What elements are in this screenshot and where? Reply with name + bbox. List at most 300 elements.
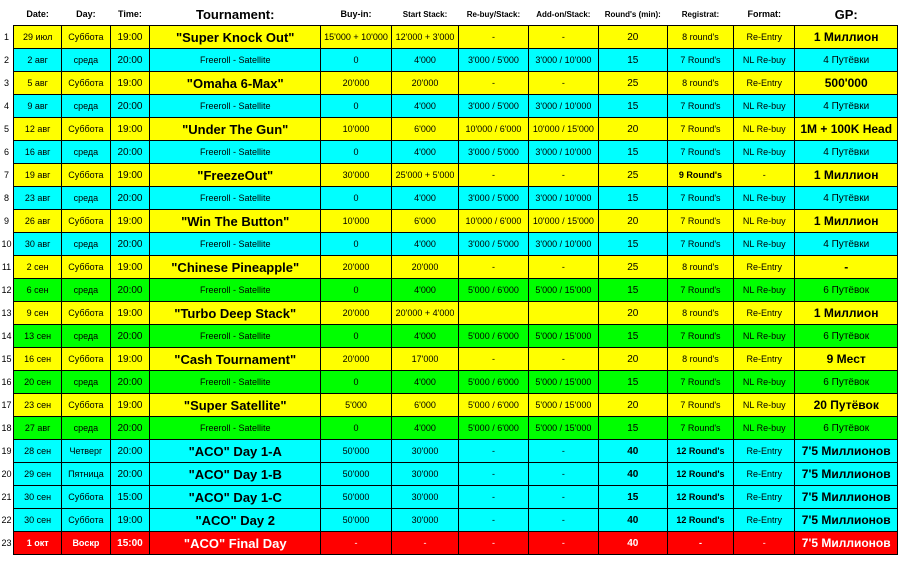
day-cell: Пятница — [62, 463, 110, 486]
registration-cell: 8 round's — [667, 256, 733, 279]
time-cell: 20:00 — [110, 325, 150, 348]
rounds-cell: 15 — [598, 141, 667, 164]
tournament-cell: "Under The Gun" — [150, 118, 321, 141]
tournament-cell: "Turbo Deep Stack" — [150, 302, 321, 325]
format-cell: NL Re-buy — [734, 233, 795, 256]
addon-cell: 3'000 / 10'000 — [528, 95, 598, 118]
addon-cell: 3'000 / 10'000 — [528, 141, 598, 164]
table-row — [0, 348, 898, 371]
buyin-cell: 20'000 — [321, 72, 392, 95]
row-number: 20 — [0, 463, 14, 486]
date-cell: 30 авг — [14, 233, 62, 256]
time-cell: 20:00 — [110, 49, 150, 72]
rebuy-cell — [458, 302, 528, 325]
date-cell: 1 окт — [14, 532, 62, 555]
rounds-cell: 40 — [598, 532, 667, 555]
buyin-cell: 50'000 — [321, 509, 392, 532]
format-cell: NL Re-buy — [734, 187, 795, 210]
time-cell: 19:00 — [110, 394, 150, 417]
day-cell: среда — [62, 279, 110, 302]
date-cell: 12 авг — [14, 118, 62, 141]
gp-cell: 7'5 Миллионов — [795, 486, 898, 509]
table-row — [0, 210, 898, 233]
registration-cell: 12 Round's — [667, 440, 733, 463]
start-stack-cell: 30'000 — [392, 486, 459, 509]
registration-cell: 8 round's — [667, 348, 733, 371]
registration-cell: 7 Round's — [667, 210, 733, 233]
tournament-cell: "Cash Tournament" — [150, 348, 321, 371]
date-cell: 26 авг — [14, 210, 62, 233]
registration-cell: 7 Round's — [667, 187, 733, 210]
addon-cell: 3'000 / 10'000 — [528, 187, 598, 210]
date-cell: 27 авг — [14, 417, 62, 440]
rounds-cell: 15 — [598, 279, 667, 302]
start-stack-cell: 4'000 — [392, 95, 459, 118]
time-cell: 19:00 — [110, 118, 150, 141]
row-number: 19 — [0, 440, 14, 463]
addon-cell: - — [528, 463, 598, 486]
start-stack-cell: 4'000 — [392, 233, 459, 256]
gp-cell: 6 Путёвок — [795, 417, 898, 440]
day-cell: среда — [62, 417, 110, 440]
header-row-number — [0, 3, 14, 26]
gp-cell: 4 Путёвки — [795, 233, 898, 256]
registration-cell: 7 Round's — [667, 394, 733, 417]
gp-cell: 500'000 — [795, 72, 898, 95]
row-number: 6 — [0, 141, 14, 164]
header-rounds: Round's (min): — [604, 9, 661, 19]
addon-cell: 10'000 / 15'000 — [528, 210, 598, 233]
rebuy-cell: - — [458, 256, 528, 279]
row-number: 14 — [0, 325, 14, 348]
registration-cell: 12 Round's — [667, 509, 733, 532]
tournament-cell: "Omaha 6-Max" — [150, 72, 321, 95]
header-date: Date: — [26, 9, 49, 19]
rounds-cell: 15 — [598, 187, 667, 210]
row-number: 23 — [0, 532, 14, 555]
time-cell: 20:00 — [110, 233, 150, 256]
format-cell: Re-Entry — [734, 509, 795, 532]
day-cell: Суббота — [62, 486, 110, 509]
time-cell: 20:00 — [110, 371, 150, 394]
table-row — [0, 118, 898, 141]
row-number: 7 — [0, 164, 14, 187]
day-cell: Суббота — [62, 118, 110, 141]
day-cell: Суббота — [62, 26, 110, 49]
gp-cell: 7'5 Миллионов — [795, 463, 898, 486]
time-cell: 20:00 — [110, 279, 150, 302]
tournament-cell: "Super Satellite" — [150, 394, 321, 417]
tournament-cell: "Win The Button" — [150, 210, 321, 233]
row-number: 15 — [0, 348, 14, 371]
rounds-cell: 15 — [598, 233, 667, 256]
buyin-cell: 50'000 — [321, 463, 392, 486]
tournament-cell: "ACO" Day 1-A — [150, 440, 321, 463]
registration-cell: 7 Round's — [667, 417, 733, 440]
schedule-table — [0, 3, 898, 555]
rebuy-cell: - — [458, 26, 528, 49]
header-gp: GP: — [834, 6, 858, 22]
buyin-cell: 0 — [321, 141, 392, 164]
row-number: 21 — [0, 486, 14, 509]
format-cell: - — [734, 532, 795, 555]
buyin-cell: 0 — [321, 49, 392, 72]
rounds-cell: 40 — [598, 509, 667, 532]
header-tournament: Tournament: — [195, 6, 275, 22]
time-cell: 19:00 — [110, 348, 150, 371]
row-number: 13 — [0, 302, 14, 325]
date-cell: 9 сен — [14, 302, 62, 325]
header-start-stack: Start Stack: — [402, 9, 448, 19]
addon-cell: 10'000 / 15'000 — [528, 118, 598, 141]
time-cell: 19:00 — [110, 210, 150, 233]
time-cell: 20:00 — [110, 417, 150, 440]
format-cell: - — [734, 164, 795, 187]
start-stack-cell: 6'000 — [392, 118, 459, 141]
rebuy-cell: 5'000 / 6'000 — [458, 371, 528, 394]
gp-cell: 7'5 Миллионов — [795, 532, 898, 555]
date-cell: 23 авг — [14, 187, 62, 210]
tournament-cell: Freeroll - Satellite — [150, 233, 321, 256]
start-stack-cell: 4'000 — [392, 371, 459, 394]
time-cell: 19:00 — [110, 72, 150, 95]
gp-cell: 6 Путёвок — [795, 279, 898, 302]
gp-cell: 1 Миллион — [795, 302, 898, 325]
tournament-cell: "ACO" Final Day — [150, 532, 321, 555]
format-cell: NL Re-buy — [734, 279, 795, 302]
start-stack-cell: 4'000 — [392, 417, 459, 440]
buyin-cell: 15'000 + 10'000 — [321, 26, 392, 49]
buyin-cell: 50'000 — [321, 440, 392, 463]
tournament-cell: "Super Knock Out" — [150, 26, 321, 49]
start-stack-cell: 6'000 — [392, 394, 459, 417]
gp-cell: 1 Миллион — [795, 26, 898, 49]
addon-cell: 5'000 / 15'000 — [528, 394, 598, 417]
format-cell: NL Re-buy — [734, 417, 795, 440]
table-row — [0, 440, 898, 463]
gp-cell: 1 Миллион — [795, 164, 898, 187]
gp-cell: 4 Путёвки — [795, 49, 898, 72]
header-day: Day: — [76, 9, 96, 19]
day-cell: среда — [62, 371, 110, 394]
registration-cell: 7 Round's — [667, 233, 733, 256]
start-stack-cell: 4'000 — [392, 325, 459, 348]
registration-cell: 7 Round's — [667, 95, 733, 118]
start-stack-cell: 20'000 — [392, 72, 459, 95]
table-row — [0, 256, 898, 279]
rebuy-cell: 3'000 / 5'000 — [458, 95, 528, 118]
rounds-cell: 20 — [598, 210, 667, 233]
time-cell: 19:00 — [110, 26, 150, 49]
addon-cell: 3'000 / 10'000 — [528, 49, 598, 72]
time-cell: 19:00 — [110, 164, 150, 187]
day-cell: Суббота — [62, 509, 110, 532]
tournament-cell: "ACO" Day 2 — [150, 509, 321, 532]
buyin-cell: 0 — [321, 187, 392, 210]
rebuy-cell: 10'000 / 6'000 — [458, 118, 528, 141]
tournament-cell: Freeroll - Satellite — [150, 279, 321, 302]
time-cell: 19:00 — [110, 256, 150, 279]
rounds-cell: 20 — [598, 118, 667, 141]
format-cell: Re-Entry — [734, 348, 795, 371]
day-cell: среда — [62, 325, 110, 348]
rounds-cell: 15 — [598, 486, 667, 509]
addon-cell: - — [528, 72, 598, 95]
table-row — [0, 486, 898, 509]
time-cell: 19:00 — [110, 509, 150, 532]
gp-cell: 1M + 100K Head — [795, 118, 898, 141]
date-cell: 30 сен — [14, 486, 62, 509]
start-stack-cell: 20'000 — [392, 256, 459, 279]
day-cell: Четверг — [62, 440, 110, 463]
tournament-cell: Freeroll - Satellite — [150, 371, 321, 394]
buyin-cell: 0 — [321, 371, 392, 394]
time-cell: 15:00 — [110, 486, 150, 509]
date-cell: 5 авг — [14, 72, 62, 95]
row-number: 4 — [0, 95, 14, 118]
start-stack-cell: 4'000 — [392, 279, 459, 302]
gp-cell: 20 Путёвок — [795, 394, 898, 417]
buyin-cell: 20'000 — [321, 256, 392, 279]
format-cell: NL Re-buy — [734, 141, 795, 164]
format-cell: Re-Entry — [734, 26, 795, 49]
gp-cell: 4 Путёвки — [795, 141, 898, 164]
addon-cell: - — [528, 509, 598, 532]
day-cell: Суббота — [62, 72, 110, 95]
rebuy-cell: - — [458, 440, 528, 463]
table-row — [0, 417, 898, 440]
rebuy-cell: 5'000 / 6'000 — [458, 417, 528, 440]
rounds-cell: 25 — [598, 72, 667, 95]
header-buyin: Buy-in: — [340, 9, 372, 19]
header-registration: Registrat: — [681, 9, 720, 19]
format-cell: NL Re-buy — [734, 371, 795, 394]
rebuy-cell: 3'000 / 5'000 — [458, 187, 528, 210]
table-row — [0, 49, 898, 72]
tournament-cell: Freeroll - Satellite — [150, 187, 321, 210]
rounds-cell: 15 — [598, 95, 667, 118]
row-number: 10 — [0, 233, 14, 256]
rounds-cell: 15 — [598, 417, 667, 440]
tournament-cell: "Chinese Pineapple" — [150, 256, 321, 279]
gp-cell: 6 Путёвок — [795, 325, 898, 348]
date-cell: 30 сен — [14, 509, 62, 532]
rebuy-cell: - — [458, 486, 528, 509]
table-row — [0, 141, 898, 164]
date-cell: 23 сен — [14, 394, 62, 417]
header-row — [0, 3, 898, 26]
addon-cell: 5'000 / 15'000 — [528, 279, 598, 302]
rounds-cell: 40 — [598, 463, 667, 486]
registration-cell: 8 round's — [667, 26, 733, 49]
table-row — [0, 532, 898, 555]
registration-cell: - — [667, 532, 733, 555]
addon-cell: - — [528, 256, 598, 279]
row-number: 5 — [0, 118, 14, 141]
tournament-cell: "ACO" Day 1-C — [150, 486, 321, 509]
registration-cell: 12 Round's — [667, 463, 733, 486]
rounds-cell: 15 — [598, 371, 667, 394]
day-cell: среда — [62, 233, 110, 256]
buyin-cell: 0 — [321, 95, 392, 118]
day-cell: среда — [62, 95, 110, 118]
addon-cell: - — [528, 348, 598, 371]
row-number: 8 — [0, 187, 14, 210]
date-cell: 13 сен — [14, 325, 62, 348]
gp-cell: 4 Путёвки — [795, 95, 898, 118]
format-cell: NL Re-buy — [734, 210, 795, 233]
day-cell: Суббота — [62, 302, 110, 325]
buyin-cell: 10'000 — [321, 118, 392, 141]
date-cell: 2 сен — [14, 256, 62, 279]
format-cell: Re-Entry — [734, 463, 795, 486]
rebuy-cell: - — [458, 72, 528, 95]
buyin-cell: 0 — [321, 325, 392, 348]
start-stack-cell: 30'000 — [392, 440, 459, 463]
row-number: 22 — [0, 509, 14, 532]
rebuy-cell: 10'000 / 6'000 — [458, 210, 528, 233]
buyin-cell: 0 — [321, 417, 392, 440]
rounds-cell: 20 — [598, 26, 667, 49]
rebuy-cell: 3'000 / 5'000 — [458, 49, 528, 72]
start-stack-cell: 4'000 — [392, 187, 459, 210]
date-cell: 29 сен — [14, 463, 62, 486]
day-cell: среда — [62, 187, 110, 210]
rebuy-cell: 3'000 / 5'000 — [458, 233, 528, 256]
rounds-cell: 20 — [598, 394, 667, 417]
row-number: 3 — [0, 72, 14, 95]
gp-cell: 1 Миллион — [795, 210, 898, 233]
header-addon: Add-on/Stack: — [536, 9, 591, 19]
tournament-cell: "ACO" Day 1-B — [150, 463, 321, 486]
date-cell: 20 сен — [14, 371, 62, 394]
format-cell: NL Re-buy — [734, 49, 795, 72]
buyin-cell: 30'000 — [321, 164, 392, 187]
rounds-cell: 20 — [598, 348, 667, 371]
start-stack-cell: 20'000 + 4'000 — [392, 302, 459, 325]
date-cell: 28 сен — [14, 440, 62, 463]
table-row — [0, 164, 898, 187]
addon-cell: 5'000 / 15'000 — [528, 325, 598, 348]
time-cell: 20:00 — [110, 463, 150, 486]
format-cell: NL Re-buy — [734, 95, 795, 118]
row-number: 1 — [0, 26, 14, 49]
rebuy-cell: 5'000 / 6'000 — [458, 279, 528, 302]
time-cell: 20:00 — [110, 141, 150, 164]
start-stack-cell: 4'000 — [392, 141, 459, 164]
tournament-cell: Freeroll - Satellite — [150, 141, 321, 164]
day-cell: Суббота — [62, 348, 110, 371]
addon-cell: - — [528, 440, 598, 463]
date-cell: 16 сен — [14, 348, 62, 371]
rounds-cell: 40 — [598, 440, 667, 463]
table-row — [0, 509, 898, 532]
time-cell: 20:00 — [110, 440, 150, 463]
time-cell: 20:00 — [110, 187, 150, 210]
registration-cell: 7 Round's — [667, 118, 733, 141]
rebuy-cell: 3'000 / 5'000 — [458, 141, 528, 164]
date-cell: 9 авг — [14, 95, 62, 118]
table-row — [0, 187, 898, 210]
day-cell: Воскр — [62, 532, 110, 555]
start-stack-cell: 12'000 + 3'000 — [392, 26, 459, 49]
buyin-cell: - — [321, 532, 392, 555]
registration-cell: 8 round's — [667, 302, 733, 325]
tournament-cell: Freeroll - Satellite — [150, 95, 321, 118]
format-cell: NL Re-buy — [734, 325, 795, 348]
rounds-cell: 25 — [598, 256, 667, 279]
format-cell: Re-Entry — [734, 72, 795, 95]
buyin-cell: 5'000 — [321, 394, 392, 417]
buyin-cell: 0 — [321, 233, 392, 256]
date-cell: 29 июл — [14, 26, 62, 49]
table-row — [0, 279, 898, 302]
day-cell: среда — [62, 141, 110, 164]
buyin-cell: 20'000 — [321, 348, 392, 371]
start-stack-cell: 30'000 — [392, 463, 459, 486]
header-format: Format: — [747, 9, 782, 19]
format-cell: Re-Entry — [734, 302, 795, 325]
rebuy-cell: - — [458, 164, 528, 187]
rounds-cell: 25 — [598, 164, 667, 187]
date-cell: 19 авг — [14, 164, 62, 187]
buyin-cell: 20'000 — [321, 302, 392, 325]
start-stack-cell: 6'000 — [392, 210, 459, 233]
buyin-cell: 10'000 — [321, 210, 392, 233]
rebuy-cell: - — [458, 463, 528, 486]
rounds-cell: 15 — [598, 49, 667, 72]
table-row — [0, 95, 898, 118]
tournament-cell: Freeroll - Satellite — [150, 325, 321, 348]
table-row — [0, 394, 898, 417]
format-cell: NL Re-buy — [734, 118, 795, 141]
date-cell: 16 авг — [14, 141, 62, 164]
row-number: 17 — [0, 394, 14, 417]
date-cell: 6 сен — [14, 279, 62, 302]
registration-cell: 7 Round's — [667, 279, 733, 302]
row-number: 2 — [0, 49, 14, 72]
addon-cell: - — [528, 486, 598, 509]
start-stack-cell: - — [392, 532, 459, 555]
table-row — [0, 26, 898, 49]
gp-cell: 6 Путёвок — [795, 371, 898, 394]
rebuy-cell: - — [458, 532, 528, 555]
rounds-cell: 20 — [598, 302, 667, 325]
tournament-cell: Freeroll - Satellite — [150, 49, 321, 72]
header-time: Time: — [118, 9, 142, 19]
registration-cell: 7 Round's — [667, 325, 733, 348]
row-number: 16 — [0, 371, 14, 394]
registration-cell: 7 Round's — [667, 49, 733, 72]
addon-cell — [528, 302, 598, 325]
format-cell: Re-Entry — [734, 486, 795, 509]
rebuy-cell: - — [458, 348, 528, 371]
day-cell: Суббота — [62, 394, 110, 417]
day-cell: Суббота — [62, 210, 110, 233]
gp-cell: 7'5 Миллионов — [795, 509, 898, 532]
addon-cell: 5'000 / 15'000 — [528, 417, 598, 440]
day-cell: Суббота — [62, 256, 110, 279]
day-cell: Суббота — [62, 164, 110, 187]
addon-cell: 5'000 / 15'000 — [528, 371, 598, 394]
row-number: 9 — [0, 210, 14, 233]
table-row — [0, 302, 898, 325]
start-stack-cell: 30'000 — [392, 509, 459, 532]
registration-cell: 8 round's — [667, 72, 733, 95]
start-stack-cell: 4'000 — [392, 49, 459, 72]
gp-cell: 7'5 Миллионов — [795, 440, 898, 463]
date-cell: 2 авг — [14, 49, 62, 72]
